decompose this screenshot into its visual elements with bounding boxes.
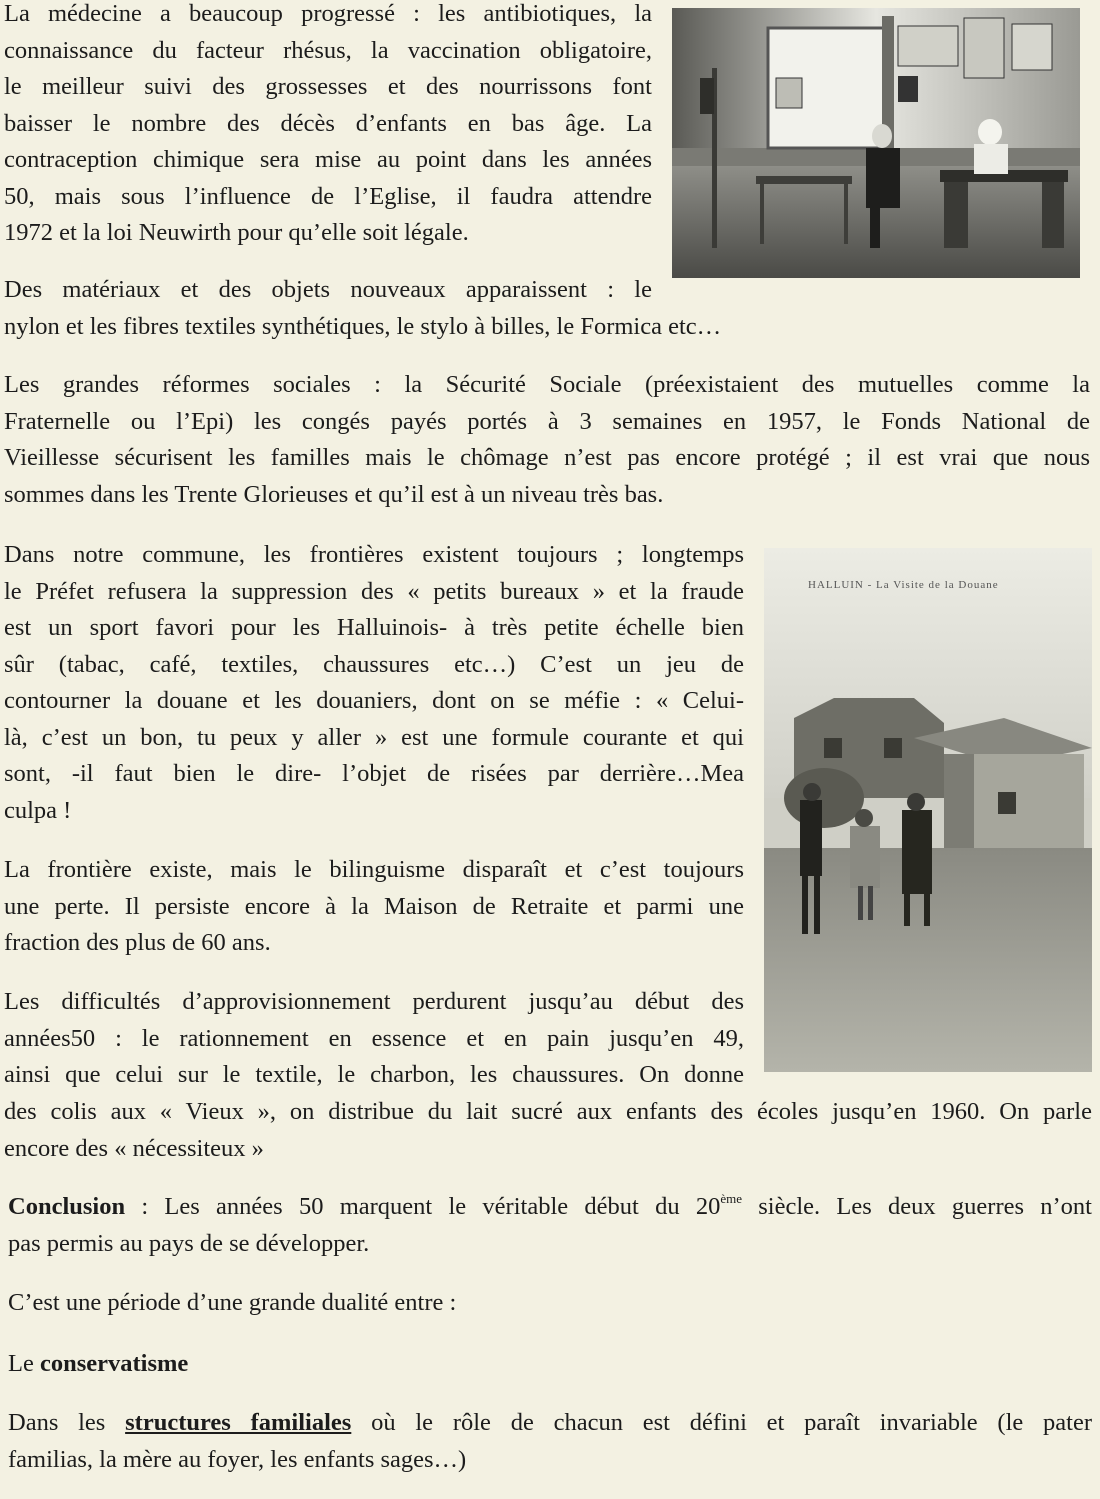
conclusion-label: Conclusion — [8, 1193, 126, 1220]
text-line: connaissance du facteur rhésus, la vaccination obligatoire, — [4, 36, 652, 64]
text-line — [8, 1346, 1092, 1383]
paragraph-conservatism — [8, 1346, 1092, 1383]
text-line: sommes dans les Trente Glorieuses et qu’il est à un niveau très bas. — [4, 480, 664, 508]
paragraph-conclusion — [8, 1189, 1092, 1262]
text-line: familias, la mère au foyer, les enfants sages…) — [8, 1445, 467, 1473]
paragraph-borders — [4, 537, 744, 829]
text-line: sûr (tabac, café, textiles, chaussures etc…) C’est un jeu de — [4, 650, 744, 678]
customs-postcard-photo — [764, 548, 1092, 1072]
text-line: Les difficultés d’approvisionnement perdurent jusqu’au début des — [4, 988, 744, 1015]
text-line: 50, mais sous l’influence de l’Eglise, il faudra attendre — [4, 182, 652, 210]
text-line: le meilleur suivi des grossesses et des nourrissons font — [4, 73, 652, 100]
text-line: est un sport favori pour les Halluinois- à très petite échelle bien — [4, 614, 744, 641]
text-line: 1972 et la loi Neuwirth pour qu’elle soit légale. — [4, 219, 469, 246]
text-line: sont, -il faut bien le dire- l’objet de risées par derrière…Mea — [4, 760, 744, 787]
text-line: des colis aux « Vieux », on distribue du lait sucré aux enfants des écoles jusqu’en 1960. On parle — [4, 1098, 1092, 1125]
text-line: Les grandes réformes sociales : la Sécurité Sociale (préexistaient des mutuelles comme la — [4, 371, 1090, 398]
conclusion-text: : Les années 50 marquent le véritable début du 20 — [125, 1193, 721, 1220]
paragraph-medicine — [4, 0, 652, 252]
paragraph-family-structures — [8, 1405, 1092, 1478]
text-line: là, c’est un bon, tu peux y aller » est une formule courante et qui — [4, 723, 744, 751]
paragraph-supply — [4, 984, 744, 1094]
text-line: pas permis au pays de se développer. — [8, 1229, 370, 1257]
conservatism-prefix: Le — [8, 1350, 40, 1377]
text-line: encore des « nécessiteux » — [4, 1134, 264, 1162]
clinic-office-illustration — [672, 8, 1080, 278]
conservatism-heading: conservatisme — [39, 1350, 189, 1377]
superscript: ème — [720, 1191, 742, 1206]
text-line: ainsi que celui sur le textile, le charbon, les chaussures. On donne — [4, 1061, 744, 1088]
family-structures-term: structures familiales — [125, 1409, 352, 1436]
postcard-caption: HALLUIN - La Visite de la Douane — [808, 579, 999, 591]
text-line: culpa ! — [4, 796, 72, 824]
family-prefix: Dans les — [8, 1409, 126, 1436]
family-rest: où le rôle de chacun est défini et paraît invariable (le pater — [351, 1409, 1092, 1436]
text-line: La médecine a beaucoup progressé : les antibiotiques, la — [4, 0, 652, 27]
text-line: contourner la douane et les douaniers, dont on se méfie : « Celui- — [4, 687, 744, 714]
paragraph-duality — [8, 1285, 1092, 1322]
text-line: Des matériaux et des objets nouveaux apparaissent : le — [4, 276, 652, 303]
text-line: années50 : le rationnement en essence et en pain jusqu’en 49, — [4, 1024, 744, 1052]
text-line: C’est une période d’une grande dualité entre : — [8, 1289, 457, 1316]
text-line: Dans notre commune, les frontières existent toujours ; longtemps — [4, 541, 744, 568]
conclusion-text-end: siècle. Les deux guerres n’ont — [742, 1193, 1092, 1220]
text-line — [8, 1405, 1092, 1442]
text-line: le Préfet refusera la suppression des « petits bureaux » et la fraude — [4, 577, 744, 605]
paragraph-social-reforms — [4, 367, 1090, 513]
paragraph-bilingualism — [4, 852, 744, 962]
text-line: La frontière existe, mais le bilinguisme disparaît et c’est toujours — [4, 856, 744, 883]
paragraph-materials — [4, 272, 722, 345]
text-line: Vieillesse sécurisent les familles mais le chômage n’est pas encore protégé ; il est vrai que nous — [4, 444, 1090, 471]
paragraph-supply-cont — [4, 1094, 1092, 1167]
text-line: une perte. Il persiste encore à la Maison de Retraite et parmi une — [4, 892, 744, 920]
text-line: contraception chimique sera mise au point dans les années — [4, 146, 652, 173]
text-line: Fraternelle ou l’Epi) les congés payés portés à 3 semaines en 1957, le Fonds National de — [4, 407, 1090, 435]
clinic-office-photo — [672, 8, 1080, 278]
text-line: baisser le nombre des décès d’enfants en bas âge. La — [4, 109, 652, 137]
text-line: fraction des plus de 60 ans. — [4, 929, 271, 956]
customs-postcard-illustration — [764, 548, 1092, 1072]
conclusion-line — [8, 1189, 1092, 1226]
text-line: nylon et les fibres textiles synthétiques, le stylo à billes, le Formica etc… — [4, 312, 722, 340]
